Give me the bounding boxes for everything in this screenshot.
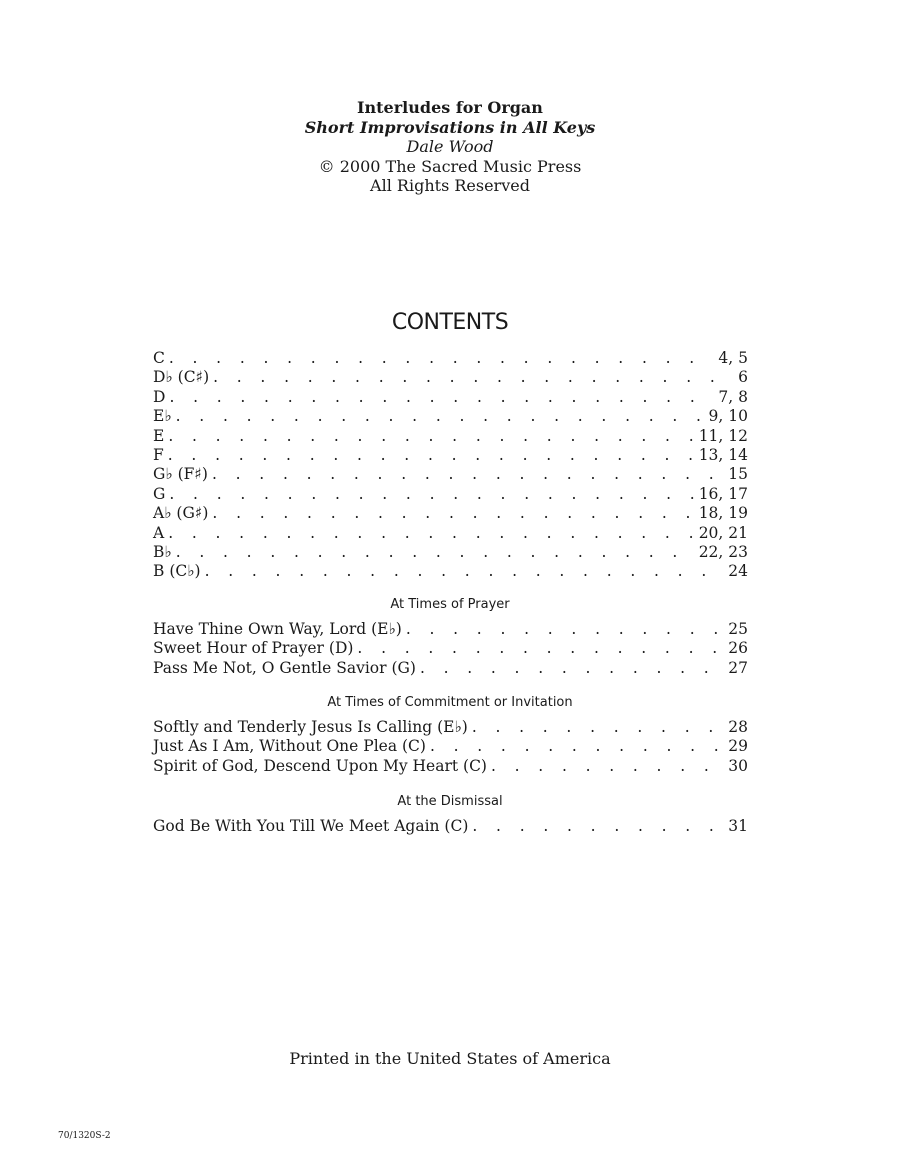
toc-page: 16, 17 — [698, 484, 748, 503]
toc-row — [153, 465, 748, 484]
section-heading-commitment: At Times of Commitment or Invitation — [327, 695, 573, 710]
dot-leader — [168, 524, 694, 543]
toc-label: G — [153, 484, 166, 503]
toc-row — [153, 562, 748, 581]
author-name: Dale Wood — [406, 137, 494, 156]
toc-label: G♭ (F♯) — [153, 465, 208, 484]
dot-leader — [491, 757, 724, 776]
toc-row — [153, 524, 748, 543]
toc-label: B♭ — [153, 542, 172, 561]
toc-page: 13, 14 — [698, 445, 748, 464]
dot-leader — [472, 718, 724, 737]
dot-leader — [212, 504, 694, 523]
toc-label: F — [153, 445, 164, 464]
printed-in-footer: Printed in the United States of America — [289, 1049, 611, 1068]
toc-label: D — [153, 387, 166, 406]
toc-page: 20, 21 — [698, 523, 748, 542]
toc-label: E — [153, 426, 165, 445]
dot-leader — [169, 388, 714, 407]
toc-row — [153, 718, 748, 737]
toc-row — [153, 349, 748, 368]
toc-label: D♭ (C♯) — [153, 368, 210, 387]
dot-leader — [472, 817, 724, 836]
toc-row — [153, 485, 748, 504]
section-heading-dismissal: At the Dismissal — [397, 794, 503, 809]
toc-label: God Be With You Till We Meet Again (C) — [153, 817, 469, 835]
toc-row — [153, 407, 748, 426]
dot-leader — [213, 368, 734, 387]
dot-leader — [169, 485, 694, 504]
toc-label: Pass Me Not, O Gentle Savior (G) — [153, 658, 416, 677]
toc-page: 29 — [728, 737, 748, 756]
toc-page: 25 — [728, 620, 748, 638]
dot-leader — [205, 562, 725, 581]
toc-row — [153, 639, 748, 658]
toc-row — [153, 504, 748, 523]
toc-row — [153, 388, 748, 407]
dot-leader — [168, 446, 695, 465]
book-title: Interludes for Organ — [357, 98, 543, 117]
contents-heading: CONTENTS — [391, 310, 509, 335]
dot-leader — [176, 407, 705, 426]
toc-page: 27 — [728, 658, 748, 677]
book-subtitle: Short Improvisations in All Keys — [304, 117, 596, 137]
toc-label: A♭ (G♯) — [153, 504, 209, 523]
toc-label: Sweet Hour of Prayer (D) — [153, 639, 354, 658]
toc-page: 9, 10 — [708, 407, 748, 426]
toc-row — [153, 427, 748, 446]
toc-page: 24 — [728, 562, 748, 581]
toc-label: Just As I Am, Without One Plea (C) — [153, 737, 426, 756]
toc-label: Have Thine Own Way, Lord (E♭) — [153, 620, 402, 638]
toc-label: Softly and Tenderly Jesus Is Calling (E♭) — [153, 718, 468, 736]
dot-leader — [176, 543, 695, 562]
rights-line: All Rights Reserved — [370, 176, 530, 195]
commitment-toc — [153, 718, 748, 776]
toc-page: 30 — [728, 756, 748, 775]
toc-row — [153, 543, 748, 562]
toc-page: 18, 19 — [698, 504, 748, 523]
toc-row — [153, 817, 748, 836]
toc-row — [153, 446, 748, 465]
toc-page: 11, 12 — [698, 426, 748, 445]
toc-page: 7, 8 — [718, 387, 748, 406]
dismissal-toc — [153, 817, 748, 836]
prayer-toc — [153, 620, 748, 678]
catalog-number: 70/1320S-2 — [58, 1131, 111, 1141]
toc-page: 6 — [738, 368, 748, 387]
toc-page: 22, 23 — [698, 542, 748, 561]
toc-label: C — [153, 349, 165, 367]
toc-page: 15 — [728, 465, 748, 484]
dot-leader — [420, 659, 724, 678]
toc-page: 28 — [728, 718, 748, 736]
toc-label: E♭ — [153, 407, 172, 426]
toc-row — [153, 757, 748, 776]
dot-leader — [212, 465, 724, 484]
toc-label: Spirit of God, Descend Upon My Heart (C) — [153, 756, 487, 775]
toc-label: B (C♭) — [153, 562, 201, 581]
dot-leader — [406, 620, 724, 639]
toc-label: A — [153, 523, 165, 542]
section-heading-prayer: At Times of Prayer — [390, 597, 510, 612]
toc-row — [153, 659, 748, 678]
toc-row — [153, 737, 748, 756]
toc-page: 26 — [728, 639, 748, 658]
toc-row — [153, 620, 748, 639]
toc-row — [153, 368, 748, 387]
dot-leader — [169, 349, 715, 368]
dot-leader — [430, 737, 724, 756]
keys-toc — [153, 349, 748, 582]
dot-leader — [357, 639, 724, 658]
copyright-line: © 2000 The Sacred Music Press — [318, 156, 582, 176]
toc-page: 4, 5 — [718, 349, 748, 367]
toc-page: 31 — [728, 817, 748, 835]
credits-block — [0, 98, 900, 196]
dot-leader — [168, 427, 694, 446]
